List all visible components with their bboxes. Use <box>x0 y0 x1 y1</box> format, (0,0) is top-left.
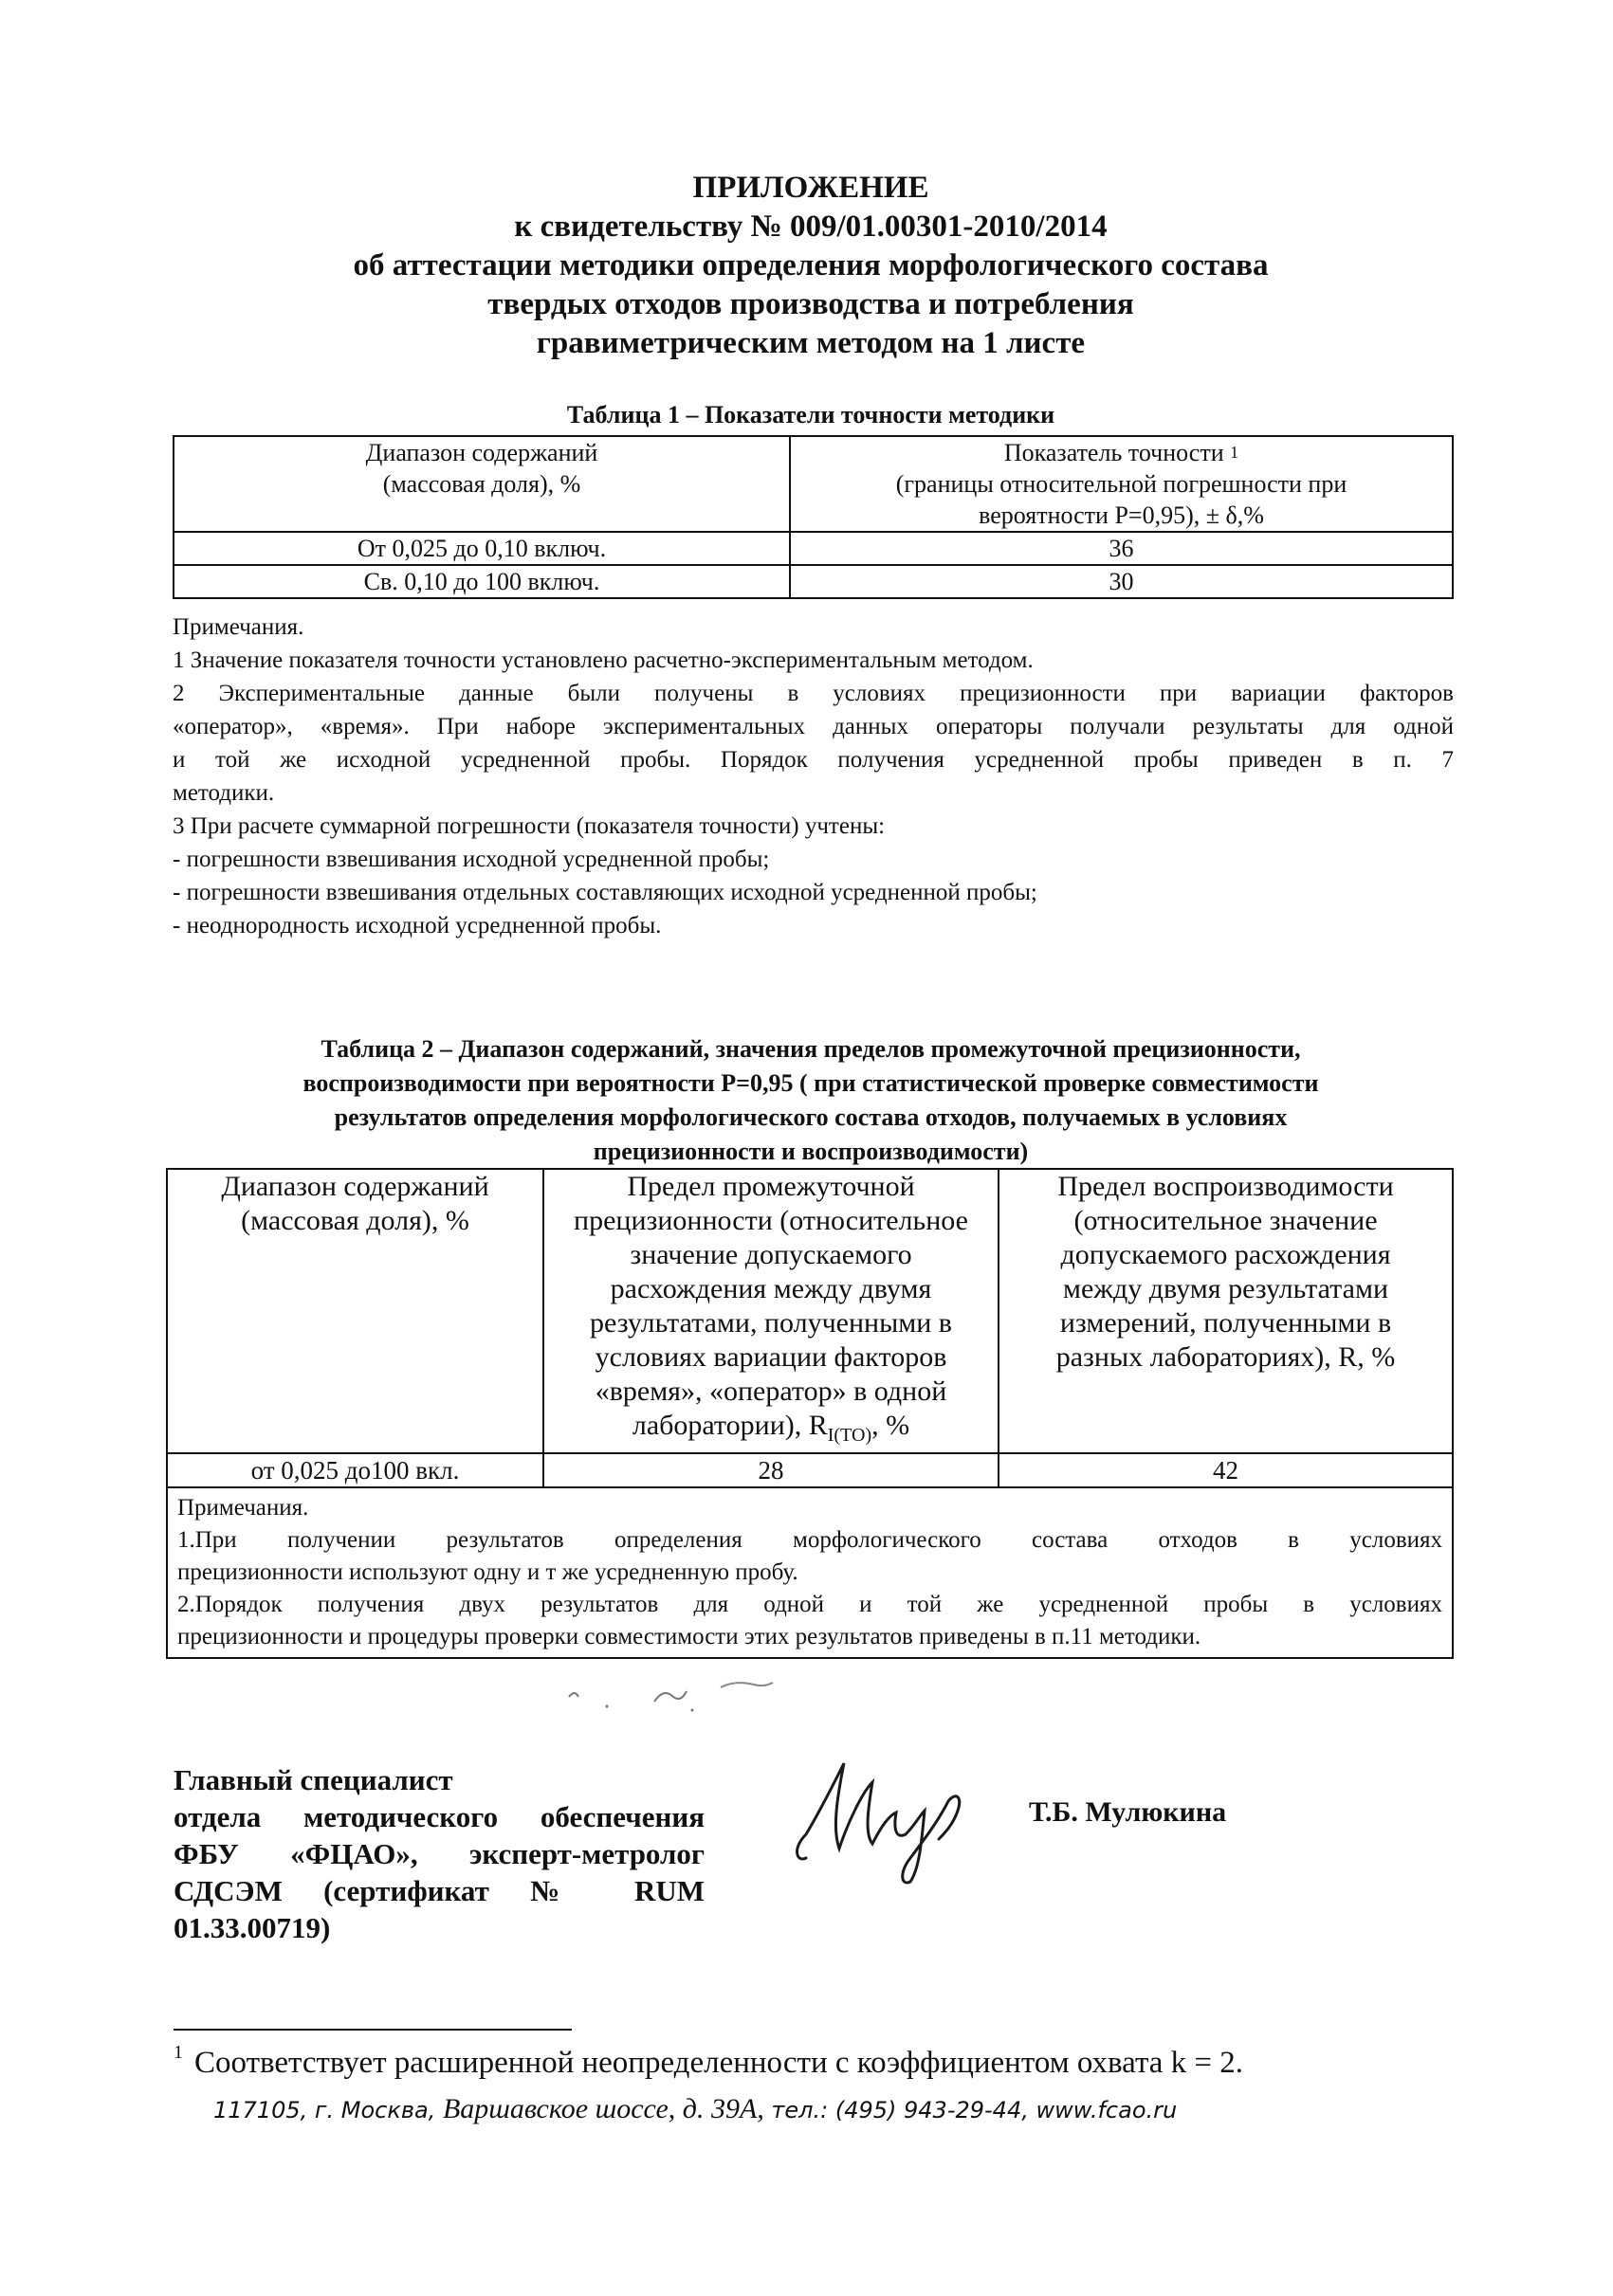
note-item: 1 Значение показателя точности установлено расчетно-экспериментальным методом. <box>173 647 1034 673</box>
footnote-mark: 1 <box>174 2042 183 2063</box>
note-item: 3 При расчете суммарной погрешности (показателя точности) учтены: <box>173 813 886 839</box>
accuracy-table <box>173 435 1454 599</box>
header-text: (относительное значение <box>1073 1205 1378 1236</box>
header-text: Диапазон содержаний <box>221 1171 489 1202</box>
header-text: допускаемого расхождения <box>1060 1239 1391 1270</box>
title-line-1: ПРИЛОЖЕНИЕ <box>692 171 929 205</box>
footnote-divider <box>174 2029 572 2031</box>
header-text: Диапазон содержаний <box>365 439 598 466</box>
table-notes-cell <box>167 1487 1453 1658</box>
signer-line: ФБУ «ФЦАО», эксперт-метролог <box>174 1837 705 1870</box>
note-item: 2 Экспериментальные данные были получены в условиях прецизионности при вариации факторов <box>173 681 1454 706</box>
header-text: результатами, полученными в <box>590 1307 952 1339</box>
table-row <box>174 532 1453 565</box>
caption-line: воспроизводимости при вероятности P=0,95 ( при статистической проверке совместимости <box>302 1069 1319 1097</box>
table-header-row <box>167 1169 1453 1453</box>
header-text: значение допускаемого <box>630 1239 912 1270</box>
note-bullet: - погрешности взвешивания исходной усредненной пробы; <box>173 847 770 872</box>
table-header-cell <box>167 1169 543 1453</box>
footnote-mark: 1 <box>1230 443 1239 462</box>
table-cell-range: Св. 0,10 до 100 включ. <box>174 565 790 598</box>
table-header-cell <box>999 1169 1453 1453</box>
title-line-4: твердых отходов производства и потребления <box>487 287 1134 321</box>
address-street: Варшавское шоссе, д. 39А, <box>442 2093 764 2124</box>
footnote <box>174 2042 1244 2081</box>
header-text: «время», «оператор» в одной <box>595 1376 947 1407</box>
header-text-main: Показатель точности <box>1003 439 1224 466</box>
address-contact: тел.: (495) 943-29-44, www.fcao.ru <box>771 2097 1178 2123</box>
header-text <box>550 1409 992 1452</box>
caption-line: прецизионности и воспроизводимости) <box>593 1138 1029 1165</box>
notes-title: Примечания. <box>173 614 304 640</box>
note-item: прецизионности используют одну и т же усредненную пробу. <box>177 1559 798 1585</box>
title-line-3: об аттестации методики определения морфологического состава <box>353 248 1269 282</box>
table-cell-value: 30 <box>790 565 1453 598</box>
header-text: (массовая доля), % <box>241 1205 469 1236</box>
header-text: условиях вариации факторов <box>595 1341 947 1373</box>
note-item: и той же исходной усредненной пробы. Порядок получения усредненной пробы приведен в п. 7 <box>173 747 1454 773</box>
table-notes-row <box>167 1487 1453 1658</box>
header-text: (границы относительной погрешности при <box>895 470 1347 498</box>
note-item: «оператор», «время». При наборе экспериментальных данных операторы получали результаты для одной <box>173 714 1454 739</box>
table-header-cell <box>174 436 790 532</box>
note-item: 2.Порядок получения двух результатов для одной и той же усредненной пробы в условиях <box>177 1592 1442 1617</box>
header-text: прецизионности (относительное <box>574 1205 968 1236</box>
header-text: разных лабораториях), R, % <box>1055 1341 1396 1373</box>
table1-caption: Таблица 1 – Показатели точности методики <box>566 401 1055 428</box>
address-line <box>213 2093 1177 2125</box>
table1-notes <box>173 610 1454 942</box>
table-cell-value: 36 <box>790 532 1453 565</box>
note-item: прецизионности и процедуры проверки совместимости этих результатов приведены в п.11 методики. <box>177 1624 1201 1649</box>
header-text: расхождения между двумя <box>610 1273 932 1304</box>
signer-line: 01.33.00719) <box>174 1911 331 1944</box>
subscript: I(ТО) <box>827 1425 872 1446</box>
table-row <box>174 565 1453 598</box>
note-item: методики. <box>173 780 275 806</box>
footnote-text: Соответствует расширенной неопределенности с коэффициентом охвата k = 2. <box>194 2046 1244 2080</box>
signer-title <box>174 1761 705 1946</box>
header-text-main: лаборатории), R <box>632 1410 828 1441</box>
note-item: 1.При получении результатов определения морфологического состава отходов в условиях <box>177 1527 1442 1553</box>
table-cell-value: 28 <box>543 1453 999 1487</box>
title-line-5: гравиметрическим методом на 1 листе <box>536 326 1086 360</box>
header-text: (массовая доля), % <box>382 470 581 498</box>
document-title <box>171 169 1451 363</box>
scan-smudge <box>550 1668 834 1716</box>
table-cell-range: От 0,025 до 0,10 включ. <box>174 532 790 565</box>
table-header-row <box>174 436 1453 532</box>
note-bullet: - погрешности взвешивания отдельных составляющих исходной усредненной пробы; <box>173 880 1037 905</box>
handwritten-signature <box>778 1744 986 1886</box>
signer-line: Главный специалист <box>174 1763 453 1796</box>
note-bullet: - неоднородность исходной усредненной пробы. <box>173 913 662 938</box>
table-cell-range: от 0,025 до100 вкл. <box>167 1453 543 1487</box>
header-text: Предел промежуточной <box>627 1171 915 1202</box>
header-text-tail: , % <box>871 1410 910 1441</box>
caption-line: Таблица 2 – Диапазон содержаний, значения пределов промежуточной прецизионности, <box>321 1035 1301 1063</box>
address-city: 117105, г. Москва, <box>213 2097 436 2123</box>
caption-line: результатов определения морфологического состава отходов, получаемых в условиях <box>334 1103 1288 1131</box>
table-header-cell <box>543 1169 999 1453</box>
table-cell-value: 42 <box>999 1453 1453 1487</box>
table-header-cell <box>790 436 1453 532</box>
header-text: измерений, полученными в <box>1059 1307 1392 1339</box>
title-line-2: к свидетельству № 009/01.00301-2010/2014 <box>514 210 1108 244</box>
header-text <box>797 437 1446 468</box>
signer-line: СДСЭМ (сертификат № RUM <box>174 1874 705 1907</box>
signer-line: отдела методического обеспечения <box>174 1800 705 1833</box>
table2-caption <box>190 1032 1432 1169</box>
header-text: Предел воспроизводимости <box>1057 1171 1394 1202</box>
header-text: между двумя результатами <box>1062 1273 1389 1304</box>
signer-name: Т.Б. Мулюкина <box>1029 1796 1227 1828</box>
table-row <box>167 1453 1453 1487</box>
precision-table <box>166 1168 1454 1659</box>
notes-title: Примечания. <box>177 1495 309 1521</box>
header-text: вероятности P=0,95), ± δ,% <box>979 501 1264 529</box>
